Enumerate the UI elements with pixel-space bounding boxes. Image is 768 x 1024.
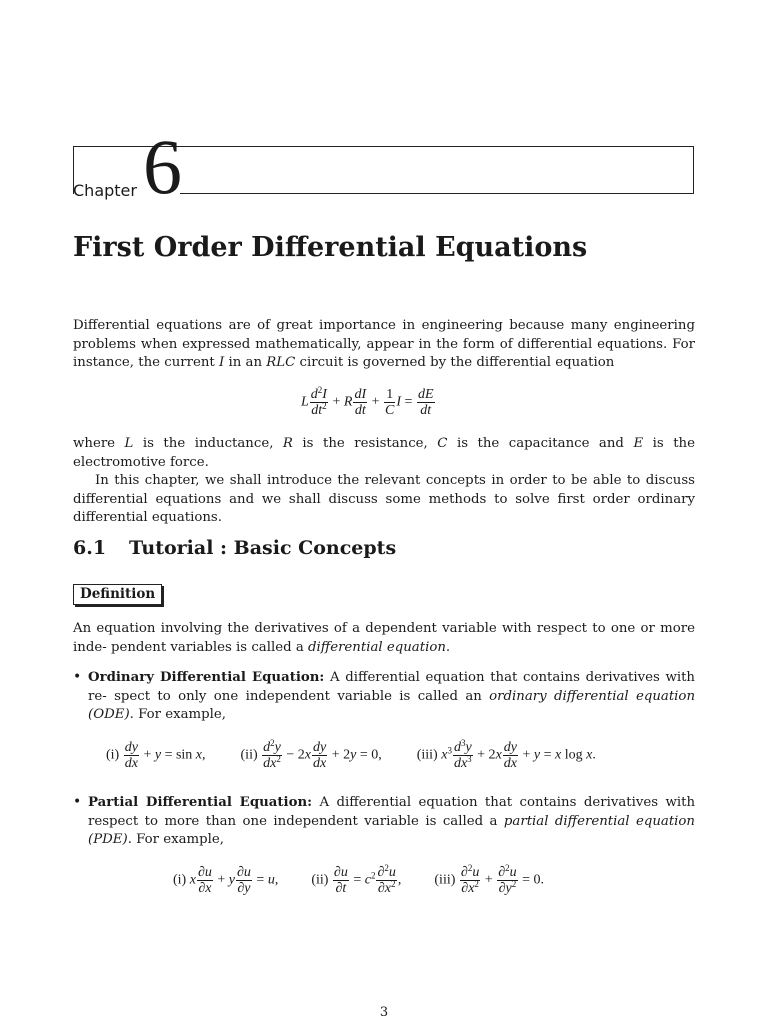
definition-paragraph: An equation involving the derivatives of a dependent variable with respect to one or more inde- pendent variables is called a differential equation. xyxy=(73,621,695,655)
chapter-title: First Order Differential Equations xyxy=(73,232,588,263)
pde-paragraph: Partial Differential Equation: A differential equation that contains derivatives with respect to more than one independent variable is called a partial differential equation (PDE). For example, xyxy=(88,795,696,848)
variables-paragraph: where L is the inductance, R is the resistance, C is the capacitance and E is the electromotive force. In this chapter, we shall introduce the relevant concepts in order to be able to discuss differential equations and we shall discuss some methods to solve first order ordinary differential equations. xyxy=(73,436,695,526)
page-number: 3 xyxy=(379,1005,389,1020)
ode-paragraph: Ordinary Differential Equation: A differential equation that contains derivatives with re- spect to only one independent variable is called an ordinary differential equation (ODE). For example, xyxy=(88,670,696,723)
chapter-frame-left xyxy=(73,146,74,184)
chapter-number: 6 xyxy=(143,123,182,210)
bullet-pde: • xyxy=(73,794,82,810)
pde-examples: (i) x $\frac{\partial u}{\partial x}$ + y $\frac{\partial u}{\partial y}$ = u, (ii) $\frac{\partial u}{\partial t}$ = $c^2$ $\frac{\partial^2u}{\partial x^2}$ , (iii) $\frac{\partial^2u}{\partial x^2}$ + $\frac{\partial^2u}{\partial y^2}$ = 0. xyxy=(173,863,545,896)
bullet-ode: • xyxy=(73,669,82,685)
rlc-equation: L $\frac{d^2I}{dt^2}$ + R $\frac{dI}{dt}$ + $\frac{1}{C}$ I = $\frac{dE}{dt}$ xyxy=(301,385,434,418)
chapter-label: Chapter xyxy=(73,181,137,200)
ode-term: Ordinary Differential Equation: xyxy=(88,670,325,685)
definition-label: Definition xyxy=(73,584,162,605)
pde-term: Partial Differential Equation: xyxy=(88,795,313,810)
ode-examples: (i) $\frac{dy}{dx}$ + y = sin x, (ii) $\frac{d^2y}{dx^2}$ − 2x $\frac{dy}{dx}$ + 2y = 0, (iii) $x^3$ $\frac{d^3y}{dx^3}$ + 2x $\frac{dy}{dx}$ + y = x log x. xyxy=(106,738,596,771)
section-number: 6.1 xyxy=(73,537,107,559)
section-title: Tutorial : Basic Concepts xyxy=(129,537,397,559)
section-heading xyxy=(73,537,396,559)
chapter-frame-bottom xyxy=(180,193,694,194)
intro-paragraph: Differential equations are of great importance in engineering because many engineering problems when expressed mathematically, appear in the form of differential equations. For instance, the current I in an RLC circuit is governed by the differential equation xyxy=(73,318,695,371)
